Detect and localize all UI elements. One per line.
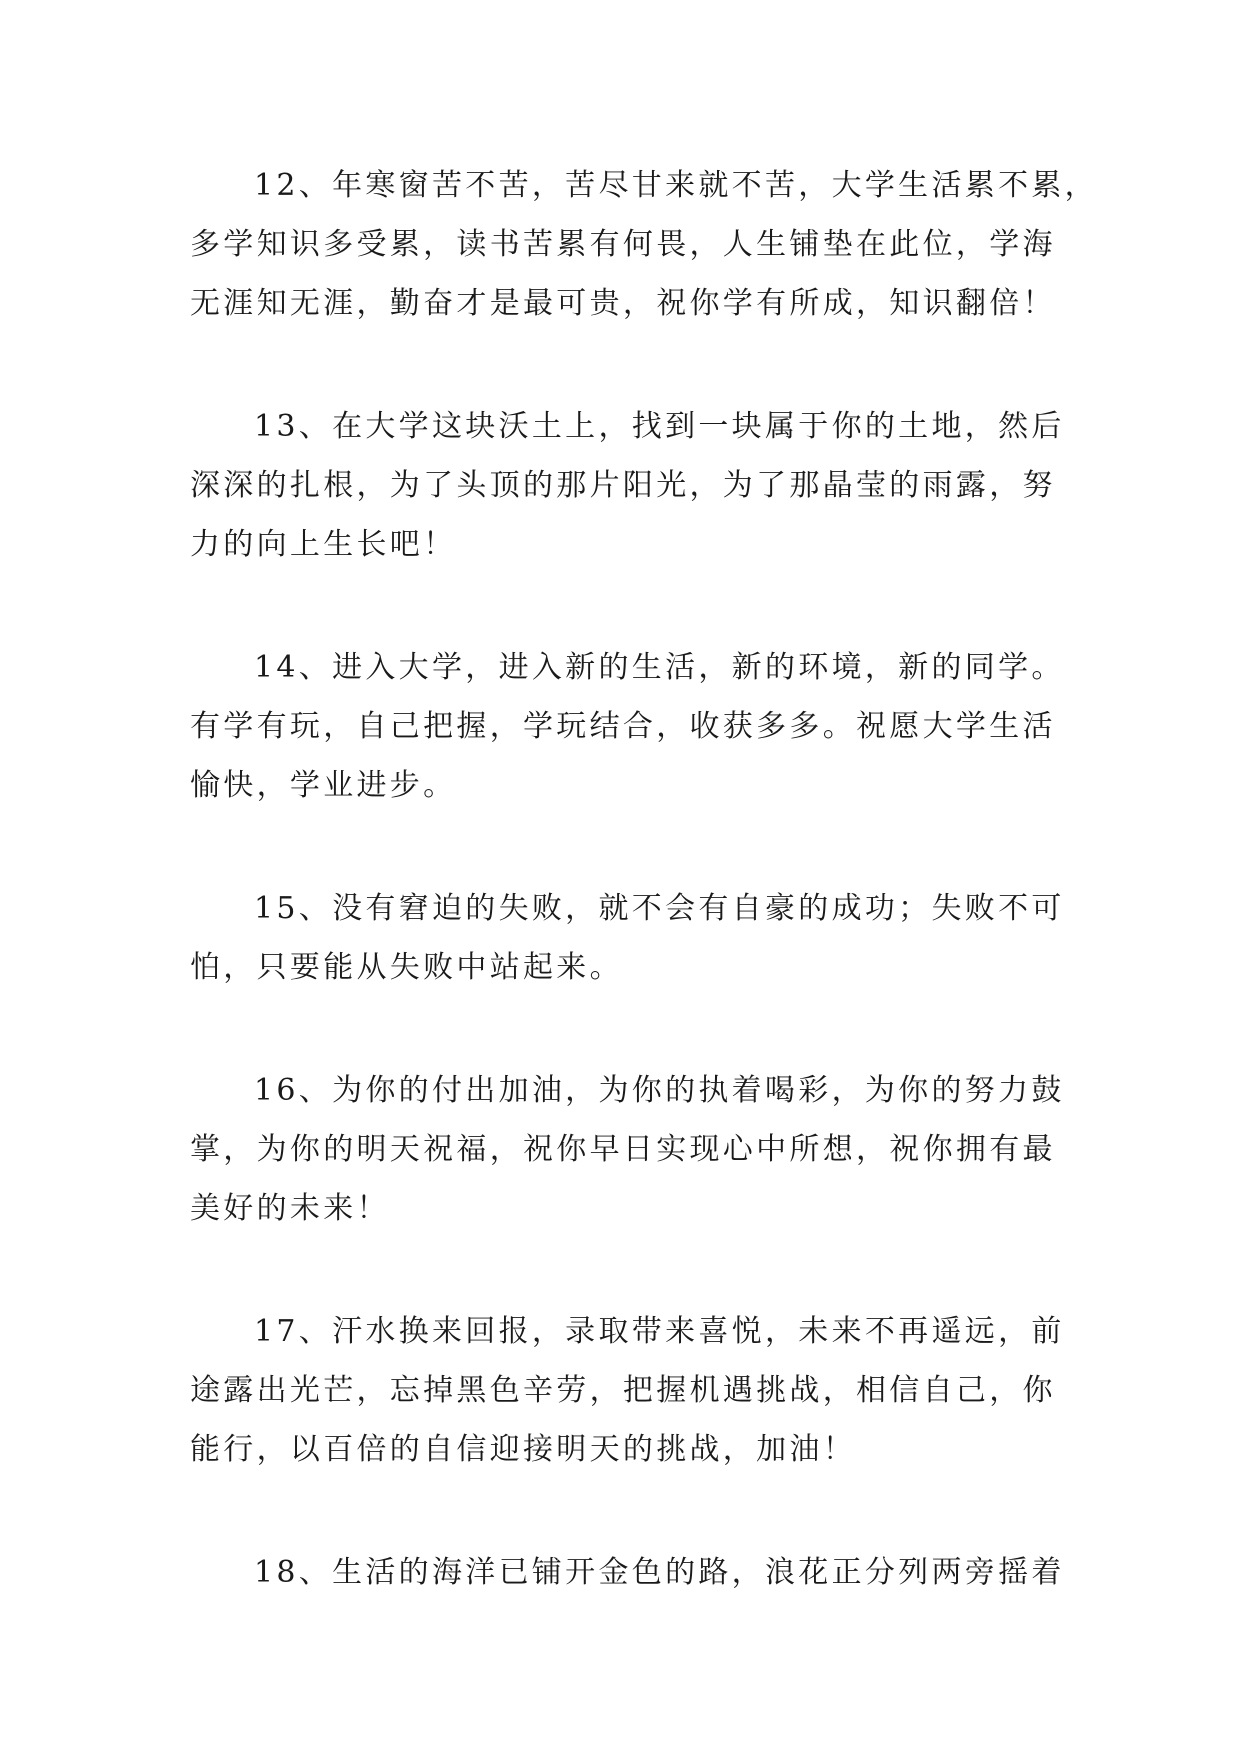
- paragraph-line: 怕，只要能从失败中站起来。: [190, 950, 623, 985]
- paragraph-line: 深深的扎根，为了头顶的那片阳光，为了那晶莹的雨露，努: [190, 468, 1056, 503]
- paragraph-line: 美好的未来！: [190, 1191, 390, 1226]
- paragraph-line: 17、汗水换来回报，录取带来喜悦，未来不再遥远，前: [254, 1314, 1065, 1349]
- paragraph-line: 18、生活的海洋已铺开金色的路，浪花正分列两旁摇着: [254, 1555, 1065, 1590]
- paragraph-line: 12、年寒窗苦不苦，苦尽甘来就不苦，大学生活累不累，: [254, 168, 1098, 203]
- paragraph-line: 能行，以百倍的自信迎接明天的挑战，加油！: [190, 1432, 856, 1467]
- paragraph-line: 掌，为你的明天祝福，祝你早日实现心中所想，祝你拥有最: [190, 1132, 1056, 1167]
- paragraph-line: 有学有玩，自己把握，学玩结合，收获多多。祝愿大学生活: [190, 709, 1056, 744]
- paragraph-line: 愉快，学业进步。: [190, 768, 457, 803]
- paragraph-15: [190, 879, 1065, 997]
- paragraph-17: [190, 1302, 1065, 1479]
- paragraph-13: [190, 397, 1065, 574]
- paragraph-line: 14、进入大学，进入新的生活，新的环境，新的同学。: [254, 650, 1065, 685]
- paragraph-line: 力的向上生长吧！: [190, 527, 457, 562]
- document-body: [190, 156, 1098, 1666]
- paragraph-14: [190, 638, 1065, 815]
- paragraph-line: 途露出光芒，忘掉黑色辛劳，把握机遇挑战，相信自己，你: [190, 1373, 1056, 1408]
- paragraph-16: [190, 1061, 1065, 1238]
- paragraph-line: 多学知识多受累，读书苦累有何畏，人生铺垫在此位，学海: [190, 227, 1056, 262]
- paragraph-line: 无涯知无涯，勤奋才是最可贵，祝你学有所成，知识翻倍！: [190, 286, 1056, 321]
- paragraph-line: 15、没有窘迫的失败，就不会有自豪的成功；失败不可: [254, 891, 1065, 926]
- paragraph-line: 13、在大学这块沃土上，找到一块属于你的土地，然后: [254, 409, 1065, 444]
- paragraph-line: 16、为你的付出加油，为你的执着喝彩，为你的努力鼓: [254, 1073, 1065, 1108]
- paragraph-18: [190, 1543, 1065, 1602]
- paragraph-12: [190, 156, 1098, 333]
